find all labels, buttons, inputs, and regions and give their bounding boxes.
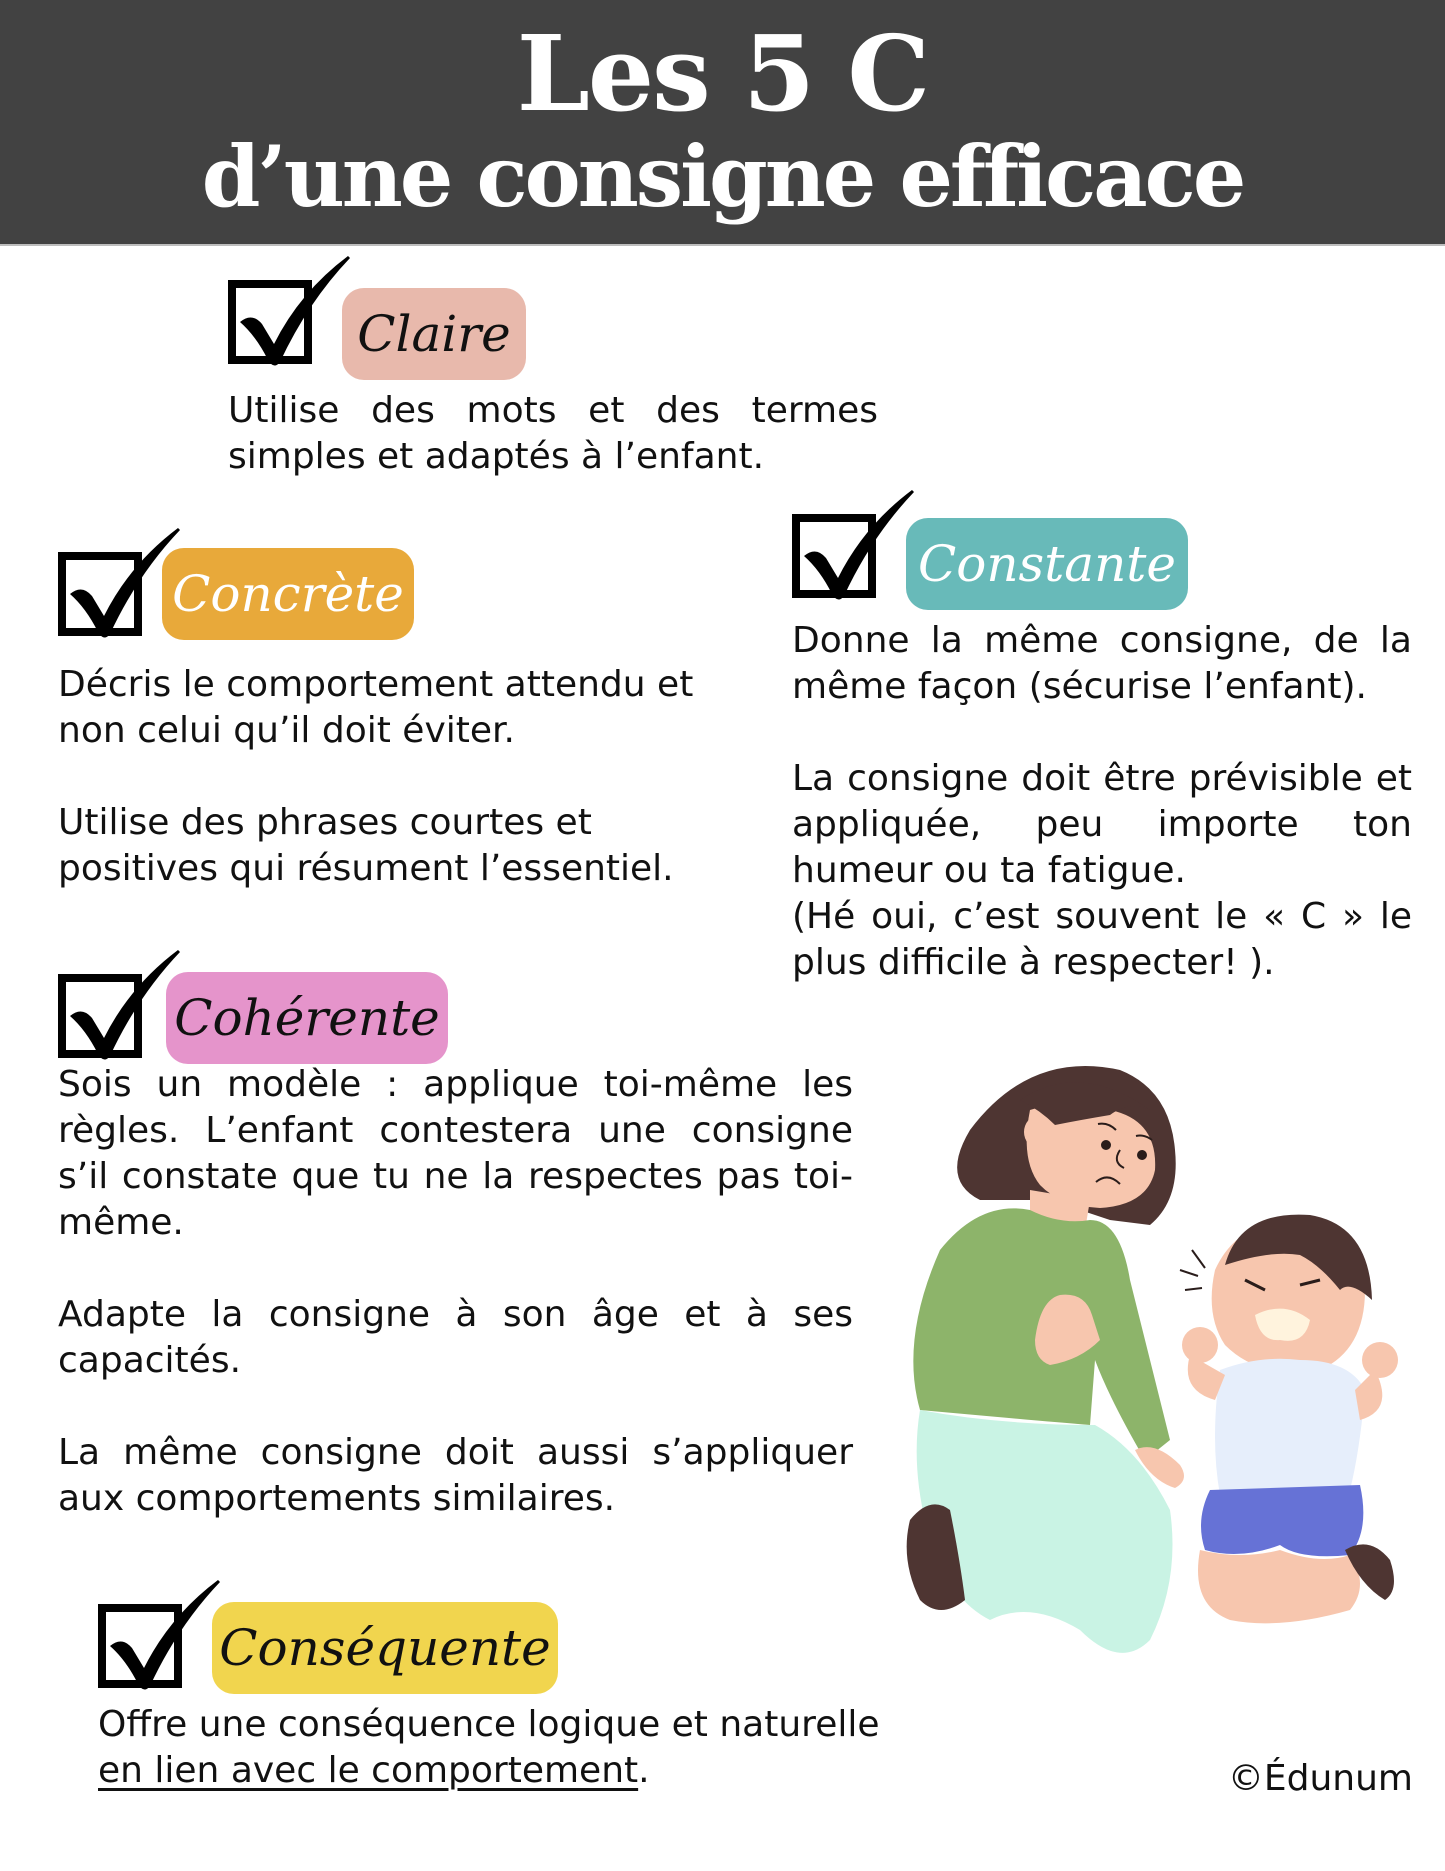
constante-paragraph-1: Donne la même consigne, de la même façon (sécurise l’enfant). xyxy=(792,620,1412,707)
checkbox-consequente xyxy=(98,1604,182,1688)
checkbox-claire xyxy=(228,280,312,364)
consequente-description xyxy=(98,1702,958,1794)
concrete-paragraph-2: Utilise des phrases courtes et positives qui résument l’essentiel. xyxy=(58,802,674,889)
consequente-underlined-text: en lien avec le comportement xyxy=(98,1750,639,1791)
checkbox-constante xyxy=(792,514,876,598)
copyright-notice: ©Édunum xyxy=(1227,1758,1413,1799)
section-concrete xyxy=(58,540,758,892)
claire-paragraph-1: Utilise des mots et des termes simples et adaptés à l’enfant. xyxy=(228,390,878,477)
coherente-paragraph-1: Sois un modèle : applique toi-même les règles. L’enfant contestera une consigne s’il constate que tu ne la respectes pas toi-même. xyxy=(58,1064,853,1243)
checkmark-icon xyxy=(100,1576,230,1696)
coherente-paragraph-3: La même consigne doit aussi s’appliquer aux comportements similaires. xyxy=(58,1432,853,1519)
section-claire xyxy=(228,268,878,480)
section-constante xyxy=(792,506,1412,986)
consequente-line-1: Offre une conséquence logique et naturelle xyxy=(98,1704,880,1745)
consequente-line-2 xyxy=(98,1748,958,1794)
parent-child-illustration xyxy=(880,1040,1445,1680)
checkmark-icon xyxy=(230,252,360,372)
section-coherente xyxy=(58,962,853,1522)
checkbox-concrete xyxy=(58,552,142,636)
label-constante: Constante xyxy=(906,518,1188,610)
checkbox-coherente xyxy=(58,974,142,1058)
title-line-2: d’une consigne efficace xyxy=(201,127,1244,226)
label-claire: Claire xyxy=(342,288,526,380)
title-banner xyxy=(0,0,1445,246)
concrete-description xyxy=(58,662,758,892)
coherente-description xyxy=(58,1062,853,1522)
section-consequente xyxy=(98,1590,958,1794)
concrete-paragraph-1: Décris le comportement attendu et non celui qu’il doit éviter. xyxy=(58,664,694,751)
label-concrete: Concrète xyxy=(162,548,414,640)
checkmark-icon xyxy=(794,486,924,606)
label-consequente: Conséquente xyxy=(212,1602,558,1694)
consequente-period: . xyxy=(638,1750,650,1791)
coherente-paragraph-2: Adapte la consigne à son âge et à ses capacités. xyxy=(58,1294,853,1381)
constante-description xyxy=(792,618,1412,986)
constante-paragraph-2: La consigne doit être prévisible et appliquée, peu importe ton humeur ou ta fatigue. xyxy=(792,758,1412,891)
claire-description xyxy=(228,388,878,480)
label-coherente: Cohérente xyxy=(166,972,448,1064)
constante-paragraph-3: (Hé oui, c’est souvent le « C » le plus difficile à respecter! ). xyxy=(792,896,1412,983)
title-line-1: Les 5 C xyxy=(516,12,929,135)
